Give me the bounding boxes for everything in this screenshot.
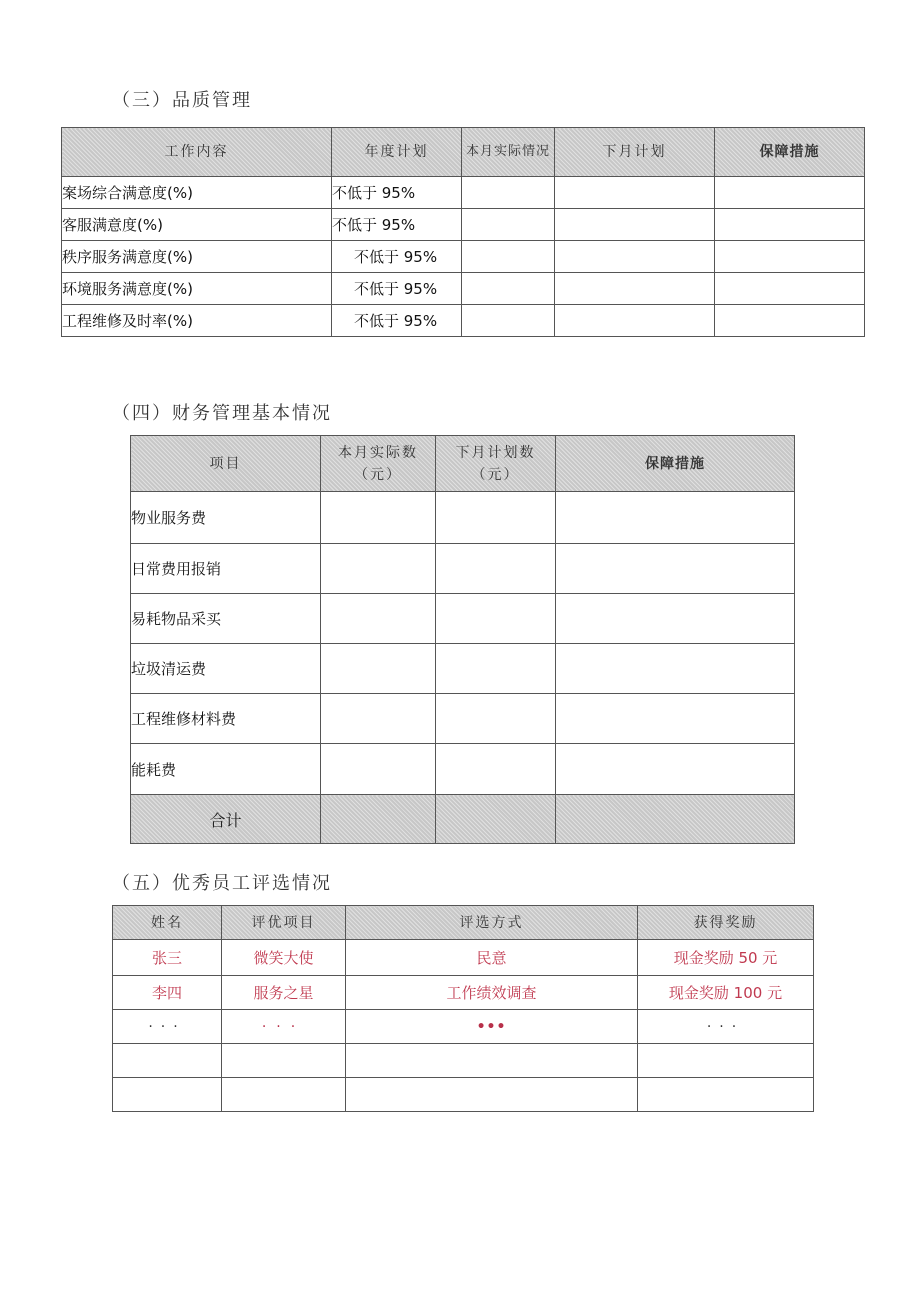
staff-empty-cell [113,1044,222,1078]
finance-total-actual-cell [321,795,436,844]
table-row [62,241,865,273]
finance-next-plan-cell [436,744,556,795]
staff-empty-cell [113,1078,222,1112]
quality-header-actual: 本月实际情况 [462,128,555,177]
finance-item: 易耗物品采买 [131,594,321,644]
finance-total-label: 合计 [131,795,321,844]
quality-actual-cell [462,177,555,209]
quality-measures-cell [715,209,865,241]
finance-item: 垃圾清运费 [131,644,321,694]
quality-item: 工程维修及时率(%) [62,305,332,337]
table-row [131,544,795,594]
quality-section-title: （三）品质管理 [112,90,252,111]
finance-header-item: 项目 [131,436,321,492]
table-row [131,644,795,694]
quality-measures-cell [715,177,865,209]
finance-item: 能耗费 [131,744,321,795]
table-row [131,594,795,644]
staff-reward-ellipsis: ··· [638,1010,814,1044]
quality-actual-cell [462,305,555,337]
finance-measures-cell [556,594,795,644]
staff-header-reward: 获得奖励 [638,906,814,940]
finance-actual-cell [321,594,436,644]
staff-table [112,905,814,1112]
staff-empty-cell [222,1044,346,1078]
finance-header-actual: 本月实际数（元） [321,436,436,492]
staff-empty-cell [346,1044,638,1078]
finance-header-measures: 保障措施 [556,436,795,492]
quality-measures-cell [715,241,865,273]
table-row [131,492,795,544]
quality-header-measures: 保障措施 [715,128,865,177]
quality-measures-cell [715,273,865,305]
quality-item: 秩序服务满意度(%) [62,241,332,273]
table-row [113,940,814,976]
finance-measures-cell [556,644,795,694]
staff-reward: 现金奖励 100 元 [638,976,814,1010]
staff-project: 服务之星 [222,976,346,1010]
finance-next-plan-cell [436,594,556,644]
quality-next-plan-cell [555,305,715,337]
table-row [62,273,865,305]
quality-plan: 不低于 95% [332,273,462,305]
finance-measures-cell [556,492,795,544]
quality-next-plan-cell [555,177,715,209]
finance-measures-cell [556,694,795,744]
finance-item: 日常费用报销 [131,544,321,594]
staff-reward: 现金奖励 50 元 [638,940,814,976]
staff-method: 工作绩效调查 [346,976,638,1010]
finance-actual-cell [321,644,436,694]
quality-item: 案场综合满意度(%) [62,177,332,209]
staff-name: 张三 [113,940,222,976]
staff-empty-cell [638,1078,814,1112]
finance-measures-cell [556,544,795,594]
finance-item: 物业服务费 [131,492,321,544]
finance-next-plan-cell [436,544,556,594]
quality-actual-cell [462,209,555,241]
finance-table [130,435,795,844]
table-row [113,976,814,1010]
finance-next-plan-cell [436,492,556,544]
quality-actual-cell [462,241,555,273]
finance-measures-cell [556,744,795,795]
quality-header-content: 工作内容 [62,128,332,177]
finance-total-next-plan-cell [436,795,556,844]
staff-header-project: 评优项目 [222,906,346,940]
finance-actual-cell [321,694,436,744]
staff-project-ellipsis: ··· [222,1010,346,1044]
finance-next-plan-cell [436,694,556,744]
staff-section-title: （五）优秀员工评选情况 [112,873,332,894]
finance-next-plan-cell [436,644,556,694]
quality-next-plan-cell [555,241,715,273]
finance-header-next-plan: 下月计划数（元） [436,436,556,492]
quality-header-next-plan: 下月计划 [555,128,715,177]
table-row [131,694,795,744]
staff-name-ellipsis: ··· [113,1010,222,1044]
finance-actual-cell [321,544,436,594]
staff-method: 民意 [346,940,638,976]
quality-item: 环境服务满意度(%) [62,273,332,305]
staff-header-name: 姓名 [113,906,222,940]
finance-item: 工程维修材料费 [131,694,321,744]
finance-actual-cell [321,744,436,795]
staff-method-ellipsis: ••• [346,1010,638,1044]
quality-next-plan-cell [555,209,715,241]
staff-project: 微笑大使 [222,940,346,976]
finance-actual-cell [321,492,436,544]
quality-plan: 不低于 95% [332,241,462,273]
quality-next-plan-cell [555,273,715,305]
quality-plan: 不低于 95% [332,305,462,337]
quality-plan: 不低于 95% [332,177,462,209]
table-row [62,177,865,209]
quality-measures-cell [715,305,865,337]
table-row [62,209,865,241]
table-row [113,1044,814,1078]
staff-name: 李四 [113,976,222,1010]
quality-header-annual-plan: 年度计划 [332,128,462,177]
finance-total-row [131,795,795,844]
staff-header-method: 评选方式 [346,906,638,940]
table-row [113,1078,814,1112]
staff-empty-cell [222,1078,346,1112]
quality-plan: 不低于 95% [332,209,462,241]
quality-table [61,127,865,337]
finance-section-title: （四）财务管理基本情况 [112,403,332,424]
quality-item: 客服满意度(%) [62,209,332,241]
table-row [131,744,795,795]
staff-empty-cell [638,1044,814,1078]
finance-total-measures-cell [556,795,795,844]
staff-empty-cell [346,1078,638,1112]
table-row [113,1010,814,1044]
quality-actual-cell [462,273,555,305]
table-row [62,305,865,337]
